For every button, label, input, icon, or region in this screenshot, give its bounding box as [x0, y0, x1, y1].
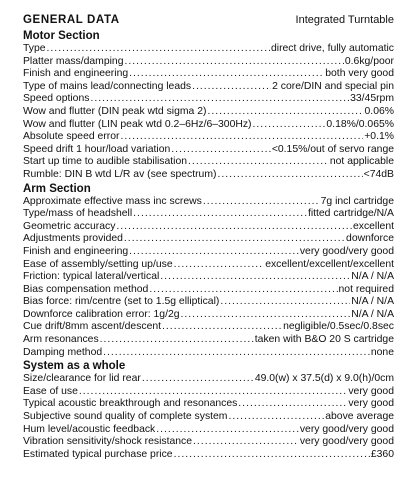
- spec-value: negligible/0.5sec/0.8sec: [283, 321, 394, 333]
- spec-value: 7g incl cartridge: [320, 195, 394, 207]
- spec-value: excellent/excellent/excellent: [265, 258, 394, 270]
- dot-leader: [125, 56, 344, 69]
- spec-value: not applicable: [329, 156, 394, 168]
- spec-value: downforce: [346, 233, 394, 245]
- spec-label: Finish and engineering: [23, 245, 129, 257]
- spec-row: [23, 386, 394, 399]
- section-heading: Arm Section: [23, 182, 91, 195]
- spec-row: [23, 233, 394, 246]
- dot-leader: [188, 156, 329, 169]
- spec-value: <0.15%/out of servo range: [271, 143, 394, 155]
- spec-label: Speed options: [23, 93, 90, 105]
- dot-leader: [129, 68, 324, 81]
- spec-label: Geometric accuracy: [23, 220, 116, 232]
- dot-leader: [116, 221, 352, 234]
- dot-leader: [100, 334, 254, 347]
- spec-row: [23, 271, 394, 284]
- spec-value: 0.06%: [364, 105, 394, 117]
- dot-leader: [192, 81, 271, 94]
- spec-value: 2 core/DIN and special pin: [272, 80, 394, 92]
- dot-leader: [79, 386, 347, 399]
- section-heading: System as a whole: [23, 360, 126, 373]
- spec-label: Type of mains lead/connecting leads: [23, 80, 192, 92]
- spec-label: Start up time to audible stabilisation: [23, 156, 188, 168]
- spec-row: [23, 56, 394, 69]
- spec-row: [23, 43, 394, 56]
- dot-leader: [174, 259, 265, 272]
- dot-leader: [238, 398, 347, 411]
- dot-leader: [90, 93, 349, 106]
- dot-leader: [253, 119, 326, 132]
- spec-row: [23, 221, 394, 234]
- product-type: Integrated Turntable: [295, 14, 394, 26]
- section-motor-section: [23, 29, 394, 182]
- spec-value: very good/very good: [299, 423, 394, 435]
- spec-row: [23, 119, 394, 132]
- spec-row: [23, 411, 394, 424]
- sections-container: [23, 29, 394, 461]
- spec-label: Downforce calibration error: 1g/2g: [23, 308, 180, 320]
- dot-leader: [129, 246, 299, 259]
- spec-label: Speed drift 1 hour/load variation: [23, 143, 171, 155]
- spec-row: [23, 309, 394, 322]
- spec-value: excellent: [352, 220, 394, 232]
- dot-leader: [124, 233, 345, 246]
- spec-row: [23, 334, 394, 347]
- spec-row: [23, 424, 394, 437]
- dot-leader: [142, 373, 254, 386]
- spec-label: Ease of assembly/setting up/use: [23, 258, 173, 270]
- spec-row: [23, 284, 394, 297]
- spec-value: 49.0(w) x 37.5(d) x 9.0(h)/0cm: [254, 373, 394, 385]
- spec-value: fitted cartridge/N/A: [307, 208, 394, 220]
- spec-value: very good/very good: [299, 245, 394, 257]
- dot-leader: [133, 208, 307, 221]
- spec-value: both very good: [325, 68, 394, 80]
- spec-row: [23, 259, 394, 272]
- spec-value: N/A / N/A: [351, 271, 394, 283]
- spec-label: Type/mass of headshell: [23, 208, 133, 220]
- spec-label: Wow and flutter (LIN peak wtd 0.2–6Hz/6–300Hz): [23, 118, 252, 130]
- spec-label: Typical acoustic breakthrough and resonances: [23, 398, 238, 410]
- dot-leader: [47, 43, 270, 56]
- spec-row: [23, 93, 394, 106]
- spec-row: [23, 131, 394, 144]
- spec-label: Subjective sound quality of complete system: [23, 411, 228, 423]
- dot-leader: [103, 347, 370, 360]
- spec-value: very good: [348, 398, 394, 410]
- dot-leader: [174, 449, 370, 462]
- dot-leader: [120, 131, 363, 144]
- spec-value: none: [370, 346, 394, 358]
- spec-label: Bias compensation method: [23, 283, 149, 295]
- spec-value: taken with B&O 20 S cartridge: [254, 334, 394, 346]
- dot-leader: [217, 169, 362, 182]
- spec-value: not required: [338, 283, 394, 295]
- spec-row: [23, 296, 394, 309]
- spec-row: [23, 398, 394, 411]
- spec-row: [23, 436, 394, 449]
- dot-leader: [162, 321, 282, 334]
- spec-row: [23, 208, 394, 221]
- spec-row: [23, 373, 394, 386]
- spec-value: N/A / N/A: [351, 308, 394, 320]
- spec-row: [23, 81, 394, 94]
- spec-value: +0.1%: [364, 131, 394, 143]
- section-heading: Motor Section: [23, 30, 100, 42]
- dot-leader: [149, 284, 337, 297]
- spec-value: 33/45rpm: [350, 93, 394, 105]
- spec-label: Size/clearance for lid rear: [23, 373, 141, 385]
- spec-label: Rumble: DIN B wtd L/R av (see spectrum): [23, 168, 217, 180]
- section-arm-section: [23, 182, 394, 360]
- spec-label: Type: [23, 43, 46, 54]
- spec-label: Hum level/acoustic feedback: [23, 423, 156, 435]
- dot-leader: [220, 296, 350, 309]
- section-system-as-a-whole: [23, 359, 394, 461]
- spec-label: Absolute speed error: [23, 131, 120, 143]
- dot-leader: [228, 411, 324, 424]
- spec-value: above average: [325, 411, 394, 423]
- spec-label: Platter mass/damping: [23, 55, 124, 67]
- spec-row: [23, 449, 394, 462]
- spec-label: Wow and flutter (DIN peak wtd sigma 2): [23, 105, 207, 117]
- spec-row: [23, 347, 394, 360]
- spec-value: N/A / N/A: [351, 296, 394, 308]
- spec-label: Cue drift/8mm ascent/descent: [23, 321, 162, 333]
- dot-leader: [160, 271, 350, 284]
- spec-label: Adjustments provided: [23, 233, 123, 245]
- spec-label: Vibration sensitivity/shock resistance: [23, 436, 193, 448]
- spec-value: 0.6kg/poor: [344, 55, 394, 67]
- spec-value: <74dB: [363, 168, 394, 180]
- spec-value: direct drive, fully automatic: [270, 43, 394, 54]
- spec-value: 0.18%/0.065%: [326, 118, 394, 130]
- spec-value: £360: [370, 448, 394, 460]
- spec-label: Friction: typical lateral/vertical: [23, 271, 160, 283]
- spec-row: [23, 156, 394, 169]
- dot-leader: [181, 309, 351, 322]
- spec-row: [23, 68, 394, 81]
- spec-row: [23, 321, 394, 334]
- spec-row: [23, 169, 394, 182]
- spec-label: Bias force: rim/centre (set to 1.5g elliptical): [23, 296, 220, 308]
- dot-leader: [171, 144, 271, 157]
- dot-leader: [203, 196, 320, 209]
- dot-leader: [207, 106, 363, 119]
- page-title: GENERAL DATA: [23, 14, 120, 26]
- spec-row: [23, 196, 394, 209]
- spec-label: Finish and engineering: [23, 68, 129, 80]
- spec-row: [23, 144, 394, 157]
- spec-row: [23, 106, 394, 119]
- spec-label: Approximate effective mass inc screws: [23, 195, 202, 207]
- spec-value: very good: [348, 385, 394, 397]
- spec-label: Estimated typical purchase price: [23, 448, 173, 460]
- spec-label: Ease of use: [23, 385, 78, 397]
- dot-leader: [156, 424, 299, 437]
- spec-value: very good/very good: [299, 436, 394, 448]
- dot-leader: [193, 436, 299, 449]
- header: [23, 14, 394, 29]
- spec-label: Damping method: [23, 346, 103, 358]
- spec-row: [23, 246, 394, 259]
- spec-label: Arm resonances: [23, 334, 99, 346]
